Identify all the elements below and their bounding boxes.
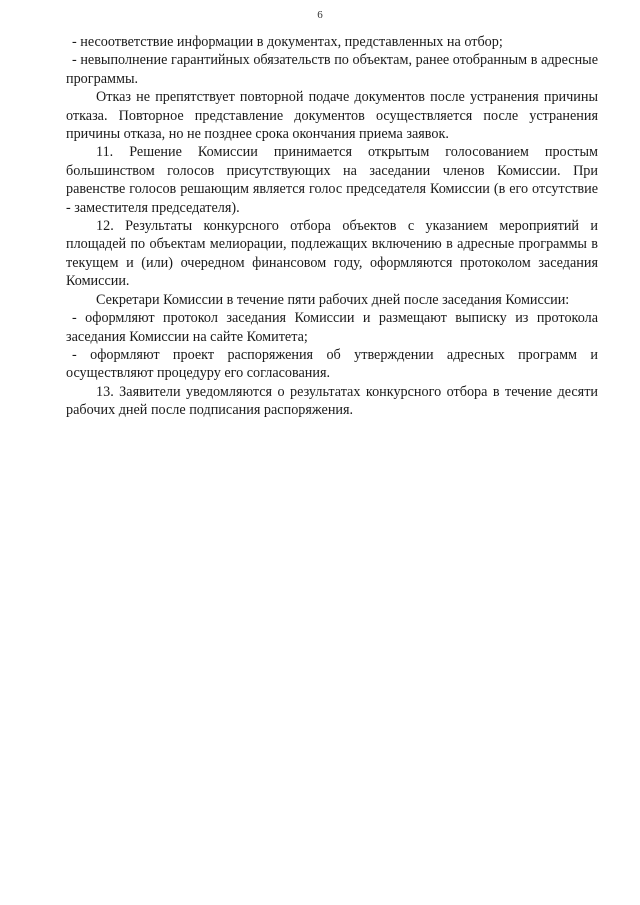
- page-number: 6: [317, 9, 323, 21]
- list-item-warranty: - невыполнение гарантийных обязательств по объектам, ранее отобранным в адресные программы.: [66, 52, 598, 87]
- paragraph-12: 12. Результаты конкурсного отбора объектов с указанием мероприятий и площадей по объектам мелиорации, подлежащих включению в адресные программы в текущем и (или) очередном финансовом году, оформляются протоколом заседания Комиссии.: [66, 218, 598, 290]
- paragraph-11: 11. Решение Комиссии принимается открытым голосованием простым большинством голосов присутствующих на заседании членов Комиссии. При равенстве голосов решающим является голос председателя Комиссии (в его отсутствие - заместителя председателя).: [66, 144, 598, 216]
- paragraph-refusal: Отказ не препятствует повторной подаче документов после устранения причины отказа. Повторное представление документов осуществляется после устранения причины отказа, но не позднее срока окончания приема заявок.: [66, 89, 598, 143]
- list-item-order-draft: - оформляют проект распоряжения об утверждении адресных программ и осуществляют процедуру его согласования.: [66, 346, 598, 382]
- list-item-mismatch: - несоответствие информации в документах, представленных на отбор;: [72, 34, 503, 50]
- paragraph-13: 13. Заявители уведомляются о результатах конкурсного отбора в течение десяти рабочих дней после подписания распоряжения.: [66, 383, 598, 419]
- paragraph-secretaries: Секретари Комиссии в течение пяти рабочих дней после заседания Комиссии:: [96, 291, 570, 308]
- list-item-protocol: - оформляют протокол заседания Комиссии и размещают выписку из протокола заседания Комиссии на сайте Комитета;: [66, 310, 598, 345]
- document-body: [66, 33, 598, 420]
